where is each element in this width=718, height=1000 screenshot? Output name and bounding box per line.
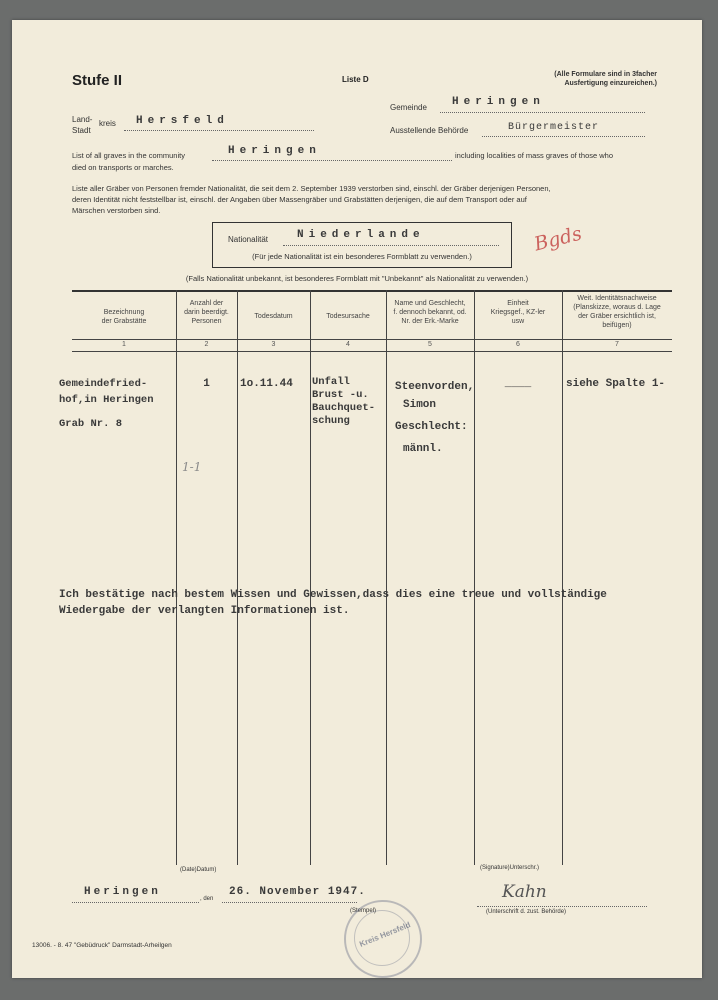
signature-label: (Signature)Unterschr.) [480, 865, 540, 871]
column-number-3: 3 [271, 341, 276, 348]
column-number-2: 2 [204, 341, 209, 348]
gemeinde-value: Heringen [452, 96, 545, 108]
header-identity-line4: beifügen) [602, 322, 632, 329]
cell-grave-site-line4: Grab Nr. 8 [59, 418, 123, 430]
place-line [72, 886, 199, 903]
header-identity-line2: (Planskizze, woraus d. Lage [573, 304, 661, 311]
cell-name-line4: männl. [403, 443, 443, 455]
cell-cause-line2: Brust -u. [312, 389, 369, 401]
column-number-4: 4 [346, 341, 350, 348]
kreis-value: Hersfeld [136, 115, 229, 127]
unknown-nationality-note: (Falls Nationalität unbekannt, ist besonderes Formblatt mit "Unbekannt" als Nationalität zu verwenden.) [185, 274, 529, 283]
cell-name-line3: Geschlecht: [395, 421, 468, 433]
date-line [222, 886, 366, 903]
cell-name-line1: Steenvorden, [395, 381, 475, 393]
declaration-line2: Wiedergabe der verlangten Informationen ist. [59, 605, 350, 617]
cell-grave-site-gap [59, 408, 154, 416]
den-label: , den [200, 896, 214, 902]
header-identity [562, 294, 672, 330]
cell-cause-line1: Unfall [312, 376, 350, 388]
stadt-label: Stadt [72, 126, 91, 135]
submission-note-line2: Ausfertigung einzureichen.) [564, 80, 657, 87]
header-name-line2: f. dennoch bekannt, od. [393, 309, 467, 316]
column-number-6: 6 [516, 341, 520, 348]
header-person-count-line1: Anzahl der [189, 300, 224, 307]
german-paragraph-line2: deren Identität nicht feststellbar ist, einschl. der Angaben über Massengräber und Grabstätten derjenigen, die auf dem Transport oder auf [72, 195, 527, 204]
round-stamp [344, 900, 422, 978]
submission-note-line1: (Alle Formulare sind in 3facher [554, 71, 657, 78]
cell-death-date: 1o.11.44 [240, 378, 293, 390]
column-divider-6 [562, 290, 563, 865]
english-community: Heringen [228, 145, 321, 157]
cell-unit: ____ [504, 378, 532, 390]
cell-grave-site [59, 376, 154, 432]
land-label: Land- [72, 115, 93, 124]
header-person-count-line3: Personen [191, 318, 222, 325]
header-person-count [176, 299, 237, 326]
cell-name-line2: Simon [403, 399, 437, 411]
header-name [386, 299, 474, 326]
table-header-border [72, 339, 672, 340]
german-paragraph-line1: Liste aller Gräber von Personen fremder Nationalität, die seit dem 2. September 1939 verstorben sind, einschl. der Gräber derjenigen Personen, [72, 184, 551, 193]
column-number-7: 7 [615, 341, 619, 348]
header-unit-line3: usw [511, 318, 525, 325]
cell-cause-line4: schung [312, 415, 350, 427]
header-grave-site [72, 308, 176, 326]
header-name-line3: Nr. der Erk.-Marke [401, 318, 459, 325]
declaration [59, 587, 607, 619]
cell-cause [312, 376, 375, 428]
submission-note [512, 70, 657, 88]
behoerde-line [482, 124, 645, 137]
header-name-line1: Name und Geschlecht, [394, 300, 466, 307]
cell-grave-site-line1: Gemeindefried- [59, 378, 148, 390]
header-identity-line3: der Gräber ersichtlich ist, [578, 313, 656, 320]
cell-name [395, 376, 474, 460]
table-top-border [72, 290, 672, 292]
header-cause-line1: Todesursache [326, 313, 370, 320]
column-divider-3 [310, 290, 311, 865]
header-person-count-line2: darin beerdigt. [184, 309, 229, 316]
german-paragraph [72, 183, 551, 216]
column-number-5: 5 [428, 341, 432, 348]
header-identity-line1: Weit. Identitätsnachweise [577, 295, 657, 302]
column-divider-4 [386, 290, 387, 865]
cell-person-count: 1 [203, 378, 210, 390]
nationality-line [283, 229, 499, 246]
kreis-line [124, 115, 314, 131]
gemeinde-label: Gemeinde [390, 103, 427, 112]
header-grave-site-line2: der Grabstätte [101, 318, 147, 325]
header-death-date-line1: Todesdatum [254, 313, 293, 320]
kreis-label: kreis [99, 119, 116, 128]
header-grave-site-line1: Bezeichnung [103, 309, 145, 316]
column-number-1: 1 [122, 341, 126, 348]
form-sheet [12, 20, 702, 978]
signature: Kahn [502, 882, 547, 902]
signature-line [477, 882, 647, 907]
cell-grave-site-line2: hof,in Heringen [59, 394, 154, 406]
date-label: (Date)Datum) [180, 867, 217, 873]
english-line2: died on transports or marches. [72, 163, 174, 172]
land-stadt-label [72, 114, 92, 136]
declaration-line1: Ich bestätige nach bestem Wissen und Gewissen,dass dies eine treue und vollständige [59, 589, 607, 601]
nationality-value: Niederlande [297, 229, 425, 241]
authority-signature-label: (Unterschrift d. zust. Behörde) [486, 909, 567, 915]
header-unit-line2: Kriegsgef., KZ-ler [490, 309, 546, 316]
nationality-label: Nationalität [228, 235, 269, 244]
table-number-border [72, 351, 672, 352]
english-suffix: including localities of mass graves of those who [455, 151, 613, 160]
round-stamp-text: Kreis Hersfeld [358, 920, 412, 949]
english-prefix: List of all graves in the community [72, 151, 185, 160]
pencil-mark: 1-1 [182, 460, 202, 474]
nationality-box [212, 222, 512, 268]
cell-identity: siehe Spalte 1- [566, 378, 666, 390]
header-death-date [237, 312, 310, 321]
cell-cause-line3: Bauchquet- [312, 402, 376, 414]
community-line [212, 145, 452, 161]
german-paragraph-line3: Märschen verstorben sind. [72, 206, 161, 215]
liste-label: Liste D [342, 75, 369, 84]
header-unit [474, 299, 562, 326]
behoerde-label: Ausstellende Behörde [390, 126, 469, 135]
printer-note: 13006. - 8. 47 "Gebüdruck" Darmstadt-Arheilgen [32, 942, 172, 949]
behoerde-value: Bürgermeister [508, 122, 600, 133]
column-divider-2 [237, 290, 238, 865]
gemeinde-line [440, 96, 645, 113]
header-unit-line1: Einheit [507, 300, 529, 307]
nationality-note: (Für jede Nationalität ist ein besonderes Formblatt zu verwenden.) [252, 252, 472, 261]
stufe-title: Stufe II [72, 72, 123, 89]
red-initial-stamp: Bgds [532, 222, 584, 256]
stempel-label: (Stempel) [350, 908, 377, 914]
header-cause [310, 312, 386, 321]
date-value: 26. November 1947. [229, 886, 366, 898]
place-value: Heringen [84, 886, 161, 898]
